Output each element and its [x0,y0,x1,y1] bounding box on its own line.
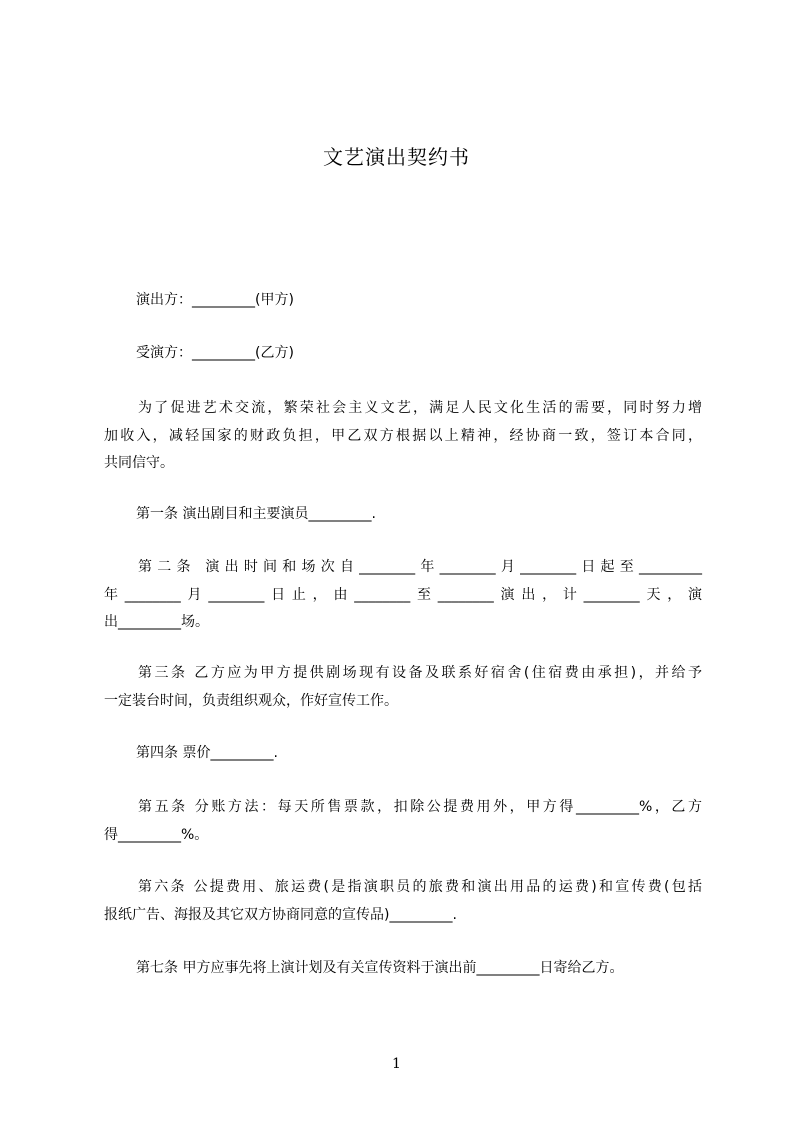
article-2-line: 出_________场。 [104,614,209,630]
document-title: 文艺演出契约书 [323,145,470,169]
preamble-line: 加收入，减轻国家的财政负担，甲乙双方根据以上精神，经协商一致，签订本合同， [104,427,702,444]
article-3-line: 第三条 乙方应为甲方提供剧场现有设备及联系好宿舍(住宿费由承担)，并给予 [138,665,702,681]
party-b-text: 受演方：_________(乙方) [136,345,294,361]
party-a-text: 演出方：_________(甲方) [136,292,294,308]
article-2-line: 年________月________日止，由________至________演出，计________天，演 [104,586,702,603]
party-b-line [104,340,702,368]
article-7-text: 第七条 甲方应事先将上演计划及有关宣传资料于演出前_________日寄给乙方。 [136,960,624,976]
article-2-line: 第二条 演出时间和场次自________年________月________日起至_________ [138,559,702,575]
article-3 [104,660,702,715]
article-6 [104,874,702,929]
preamble-line: 为了促进艺术交流，繁荣社会主义文艺，满足人民文化生活的需要，同时努力增 [138,400,702,416]
article-3-line: 一定装台时间，负责组织观众，作好宣传工作。 [104,692,398,709]
article-6-line: 报纸广告、海报及其它双方协商同意的宣传品)_________. [104,906,457,923]
preamble-paragraph [104,395,702,478]
page-number: 1 [392,1056,401,1072]
article-4-text: 第四条 票价_________. [136,745,278,761]
article-7 [104,955,702,983]
party-a-line [104,287,702,315]
preamble-line: 共同信守。 [104,455,174,471]
article-5-line: 第五条 分账方法：每天所售票款，扣除公提费用外，甲方得_________%，乙方 [138,799,702,815]
article-4 [104,740,702,768]
article-5-line: 得_________%。 [104,826,209,843]
article-1 [104,501,702,529]
article-1-text: 第一条 演出剧目和主要演员_________. [136,506,376,522]
article-2 [104,554,702,637]
article-5 [104,794,702,849]
article-6-line: 第六条 公提费用、旅运费(是指演职员的旅费和演出用品的运费)和宣传费(包括 [138,879,702,895]
